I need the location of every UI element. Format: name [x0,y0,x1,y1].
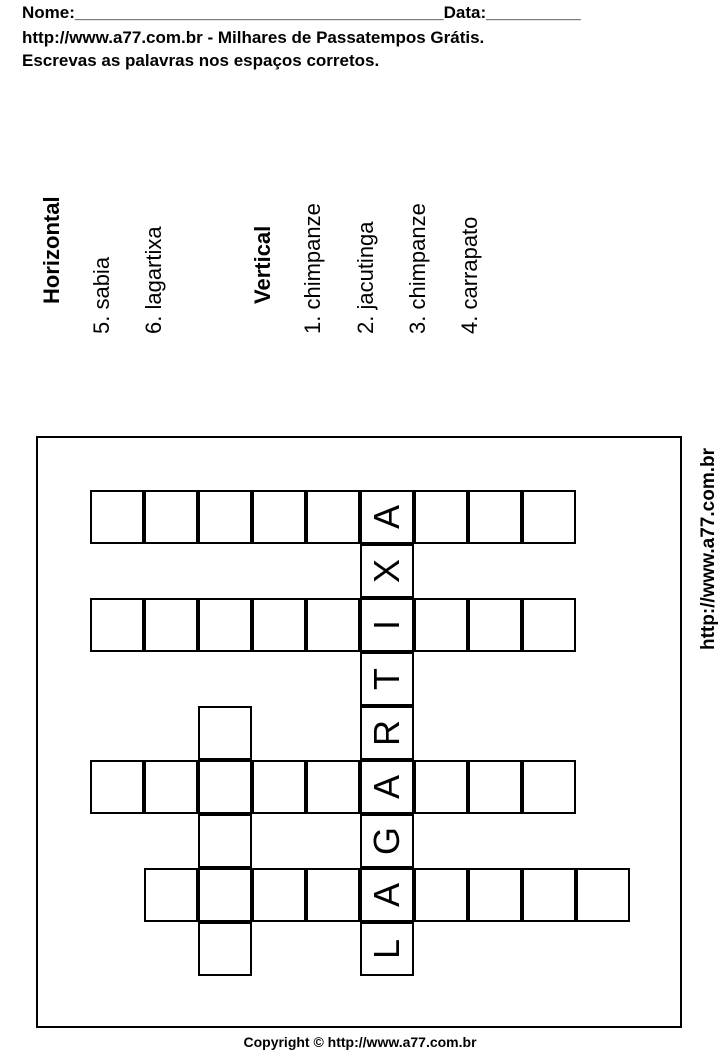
name-date-line: Nome:_______________________________________Data:__________ [22,3,581,22]
cell-letter: A [366,882,407,908]
crossword-cell[interactable] [360,598,414,652]
crossword-cell[interactable] [468,490,522,544]
crossword-cell[interactable] [198,598,252,652]
crossword-cell[interactable] [252,868,306,922]
cell-letter: G [366,826,407,856]
crossword-cell[interactable] [144,760,198,814]
crossword-cell[interactable] [360,652,414,706]
crossword-cell[interactable] [306,598,360,652]
crossword-cell[interactable] [252,760,306,814]
crossword-cell[interactable] [360,868,414,922]
crossword-cell[interactable] [414,868,468,922]
cell-letter: A [366,774,407,800]
crossword-cell[interactable] [360,814,414,868]
crossword-cell[interactable] [144,598,198,652]
cell-letter: X [366,558,407,584]
crossword-cell[interactable] [468,760,522,814]
crossword-cell[interactable] [252,598,306,652]
crossword-cell[interactable] [90,490,144,544]
vertical-title: Vertical [250,225,275,304]
cell-letter: A [366,504,407,530]
cell-letter: T [366,668,407,690]
crossword-cell[interactable] [360,760,414,814]
crossword-cell[interactable] [252,490,306,544]
horizontal-clue: 5. sabia [89,256,114,334]
vertical-clue: 2. jacutinga [353,221,378,334]
crossword-cell[interactable] [90,760,144,814]
crossword-cell[interactable] [576,868,630,922]
crossword-cell[interactable] [198,760,252,814]
crossword-cell[interactable] [522,598,576,652]
crossword-cell[interactable] [90,598,144,652]
copyright: Copyright © http://www.a77.com.br [243,1034,477,1050]
vertical-clue: 1. chimpanze [300,203,325,334]
vertical-clue: 4. carrapato [457,216,482,334]
site-line: http://www.a77.com.br - Milhares de Passatempos Grátis. [22,28,485,47]
crossword-cell[interactable] [414,598,468,652]
crossword-cell[interactable] [144,868,198,922]
crossword-cell[interactable] [360,490,414,544]
crossword-cell[interactable] [360,544,414,598]
crossword-cell[interactable] [360,922,414,976]
crossword-cell[interactable] [414,760,468,814]
crossword-cell[interactable] [198,706,252,760]
crossword-cell[interactable] [198,922,252,976]
instructions: Escrevas as palavras nos espaços corretos. [22,51,380,70]
crossword-cell[interactable] [306,760,360,814]
crossword-cell[interactable] [198,814,252,868]
crossword-cell[interactable] [522,868,576,922]
crossword-cell[interactable] [468,598,522,652]
crossword-cell[interactable] [414,490,468,544]
crossword-cell[interactable] [522,490,576,544]
horizontal-title: Horizontal [39,196,64,304]
side-url: http://www.a77.com.br [698,448,719,650]
horizontal-clue: 6. lagartixa [141,226,166,334]
cell-letter: I [366,619,407,631]
crossword-cell[interactable] [198,868,252,922]
crossword-cell[interactable] [468,868,522,922]
crossword-cell[interactable] [198,490,252,544]
crossword-cell[interactable] [306,490,360,544]
crossword-cell[interactable] [522,760,576,814]
crossword-cell[interactable] [144,490,198,544]
vertical-clue: 3. chimpanze [405,203,430,334]
cell-letter: L [366,938,407,960]
crossword-cell[interactable] [306,868,360,922]
crossword-cell[interactable] [360,706,414,760]
cell-letter: R [366,720,407,746]
